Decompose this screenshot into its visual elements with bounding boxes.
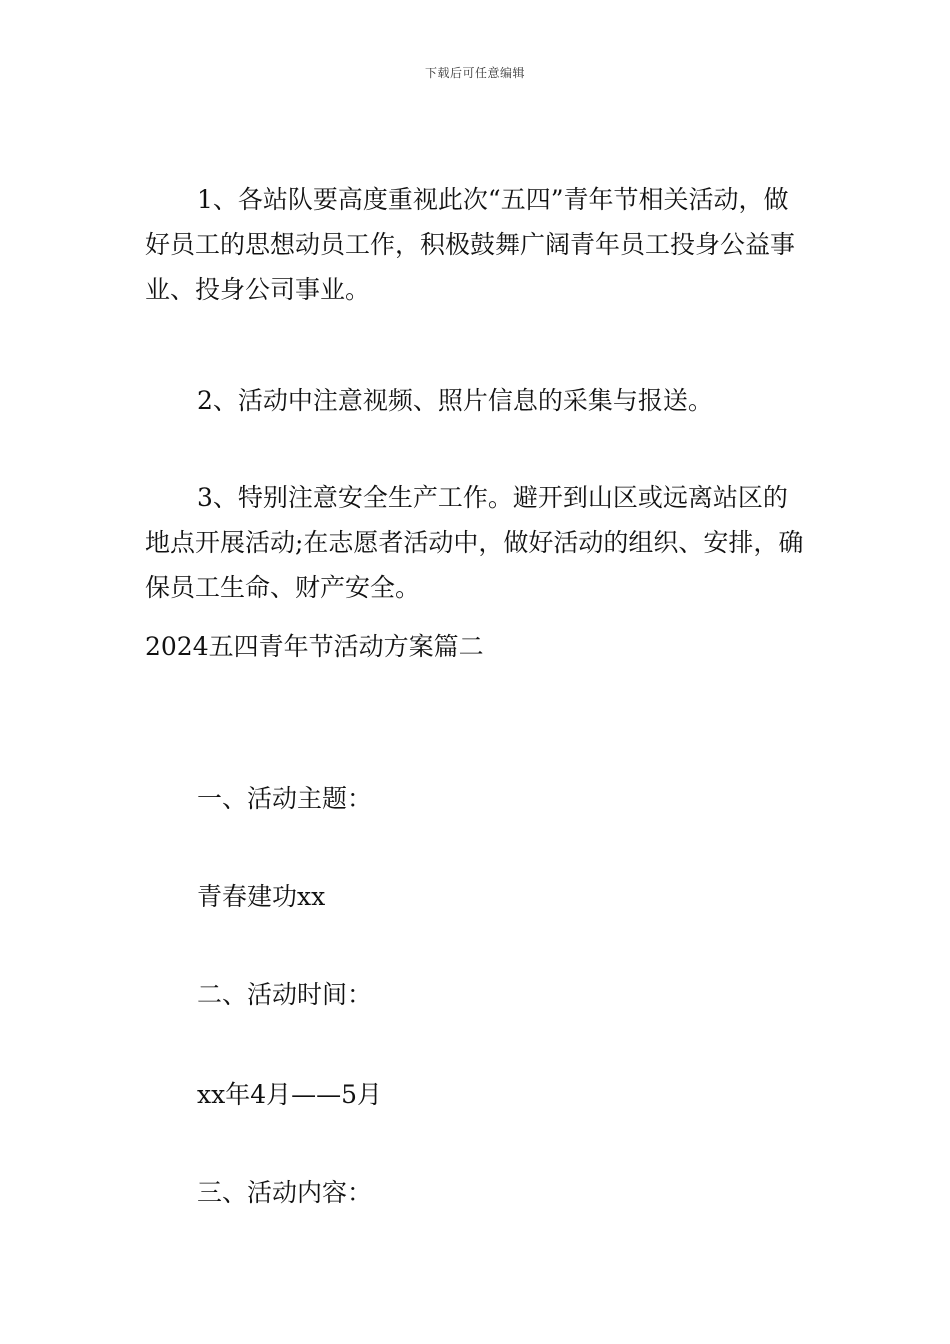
time-value: xx年4月——5月 xyxy=(197,1080,383,1109)
paragraph-2: 2、活动中注意视频、照片信息的采集与报送。 xyxy=(197,386,713,415)
theme-heading: 一、活动主题： xyxy=(197,784,373,813)
time-heading: 二、活动时间： xyxy=(197,980,373,1009)
paragraph-1: 1、各站队要高度重视此次“五四”青年节相关活动，做好员工的思想动员工作，积极鼓舞广阔青年员工投身公益事业、投身公司事业。 xyxy=(145,185,796,304)
paragraph-3: 3、特别注意安全生产工作。避开到山区或远离站区的地点开展活动;在志愿者活动中，做好活动的组织、安排，确保员工生命、财产安全。 xyxy=(145,483,804,602)
section-title: 2024五四青年节活动方案篇二 xyxy=(145,632,484,661)
theme-value: 青春建功xx xyxy=(197,882,326,911)
header-note: 下载后可任意编辑 xyxy=(424,66,525,80)
content-heading: 三、活动内容： xyxy=(197,1178,373,1207)
